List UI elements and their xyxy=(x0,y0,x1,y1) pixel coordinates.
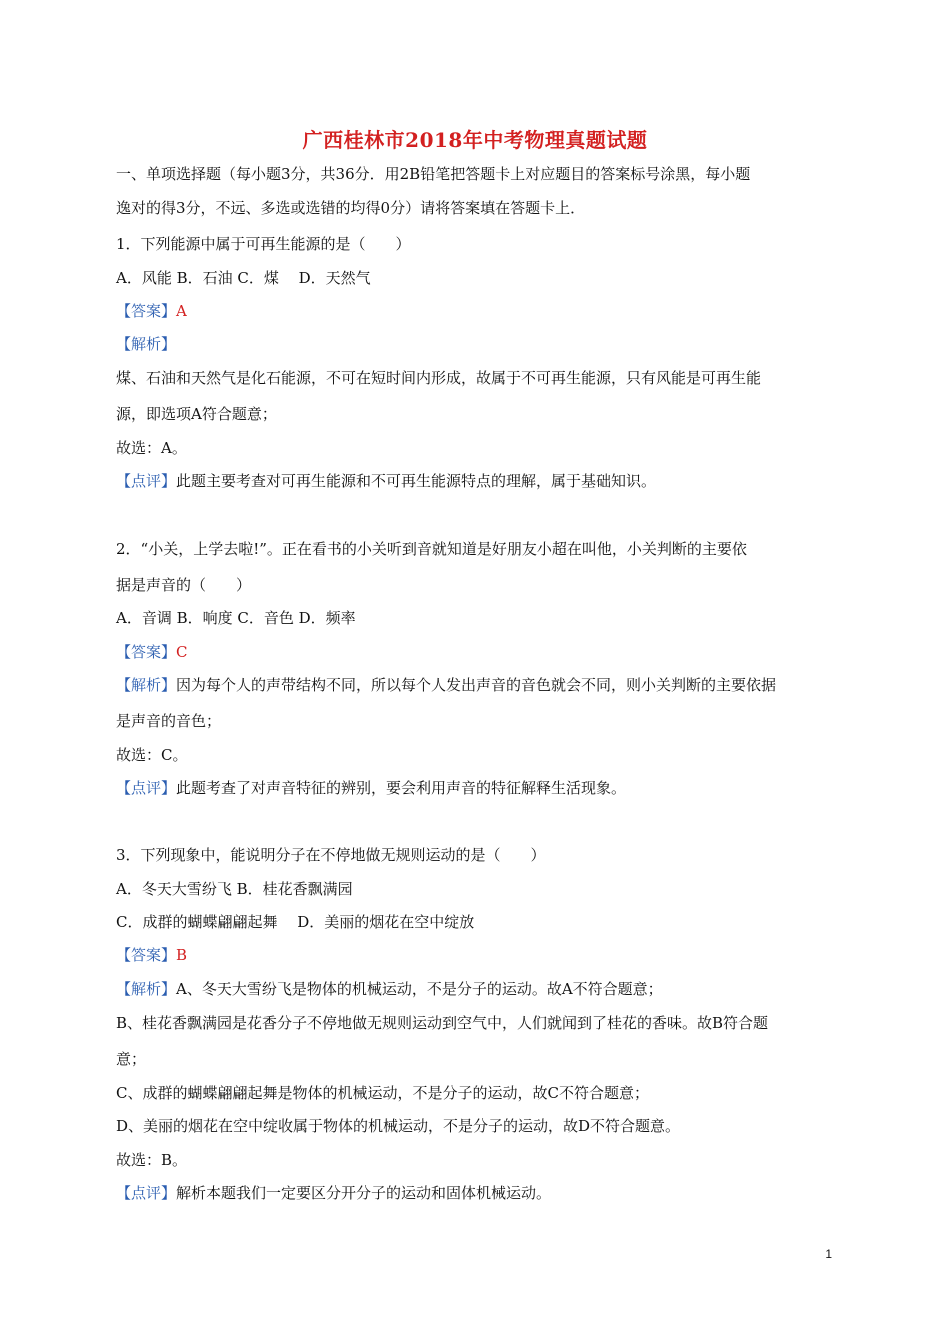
q3-analysis-line-4: C、成群的蝴蝶翩翩起舞是物体的机械运动，不是分子的运动，故C不符合题意； xyxy=(116,1084,649,1102)
q1-options: A．风能 B．石油 C．煤 D．天然气 xyxy=(116,269,371,287)
analysis-label: 【解析】 xyxy=(116,980,177,998)
q2-answer: C xyxy=(176,643,188,661)
q1-analysis-line-2: 源，即选项A符合题意； xyxy=(116,405,277,423)
q1-stem: 1．下列能源中属于可再生能源的是（ ） xyxy=(116,235,411,253)
q1-answer: A xyxy=(176,302,187,320)
q1-analysis-label-row xyxy=(116,334,846,354)
q3-options-line-1: A．冬天大雪纷飞 B．桂花香飘满园 xyxy=(116,880,353,898)
comment-label: 【点评】 xyxy=(116,779,177,797)
answer-label: 【答案】 xyxy=(116,643,177,661)
q3-analysis-row xyxy=(116,979,846,999)
answer-label: 【答案】 xyxy=(116,302,177,320)
page-title: 广西桂林市2018年中考物理真题试题 xyxy=(302,128,648,152)
q3-choice: 故选：B。 xyxy=(116,1151,188,1169)
q2-analysis-line-2: 是声音的音色； xyxy=(116,712,222,730)
q1-comment: 此题主要考查对可再生能源和不可再生能源特点的理解，属于基础知识。 xyxy=(176,472,657,490)
q3-analysis-line-3: 意； xyxy=(116,1050,147,1068)
q1-choice: 故选：A。 xyxy=(116,439,187,457)
q1-answer-row xyxy=(116,301,846,321)
q2-comment-row xyxy=(116,778,846,798)
q3-comment: 解析本题我们一定要区分开分子的运动和固体机械运动。 xyxy=(176,1184,552,1202)
q3-analysis-line-2: B、桂花香飘满园是花香分子不停地做无规则运动到空气中，人们就闻到了桂花的香味。故B符合题 xyxy=(116,1014,769,1032)
q2-comment: 此题考查了对声音特征的辨别，要会利用声音的特征解释生活现象。 xyxy=(176,779,627,797)
q3-options-line-2: C．成群的蝴蝶翩翩起舞 D．美丽的烟花在空中绽放 xyxy=(116,913,475,931)
q2-stem-line-2: 据是声音的（ ） xyxy=(116,576,252,594)
comment-label: 【点评】 xyxy=(116,472,177,490)
q3-answer-row xyxy=(116,945,846,965)
section-header-line-2: 逸对的得3分，不远、多选或选错的均得0分）请将答案填在答题卡上． xyxy=(116,199,586,217)
q2-analysis-line-1: 因为每个人的声带结构不同，所以每个人发出声音的音色就会不同，则小关判断的主要依据 xyxy=(176,676,777,694)
answer-label: 【答案】 xyxy=(116,946,177,964)
q2-options: A．音调 B．响度 C．音色 D．频率 xyxy=(116,609,356,627)
analysis-label: 【解析】 xyxy=(116,335,177,353)
q3-stem: 3．下列现象中，能说明分子在不停地做无规则运动的是（ ） xyxy=(116,846,546,864)
q1-comment-row xyxy=(116,471,846,491)
q2-answer-row xyxy=(116,642,846,662)
section-header-line-1: 一、单项选择题（每小题3分，共36分．用2B铅笔把答题卡上对应题目的答案标号涂黑，每小题 xyxy=(116,165,751,183)
comment-label: 【点评】 xyxy=(116,1184,177,1202)
page-number: 1 xyxy=(825,1247,832,1261)
q3-analysis-line-1: A、冬天大雪纷飞是物体的机械运动，不是分子的运动。故A不符合题意； xyxy=(176,980,663,998)
q3-comment-row xyxy=(116,1183,846,1203)
q3-analysis-line-5: D、美丽的烟花在空中绽收属于物体的机械运动，不是分子的运动，故D不符合题意。 xyxy=(116,1117,681,1135)
q1-analysis-line-1: 煤、石油和天然气是化石能源，不可在短时间内形成，故属于不可再生能源，只有风能是可再生能 xyxy=(116,369,762,387)
q2-choice: 故选：C。 xyxy=(116,746,188,764)
q3-answer: B xyxy=(176,946,188,964)
q2-stem-line-1: 2．“小关，上学去啦!”。正在看书的小关听到音就知道是好朋友小超在叫他，小关判断的主要依 xyxy=(116,540,747,558)
analysis-label: 【解析】 xyxy=(116,676,177,694)
q2-analysis-row xyxy=(116,675,846,695)
